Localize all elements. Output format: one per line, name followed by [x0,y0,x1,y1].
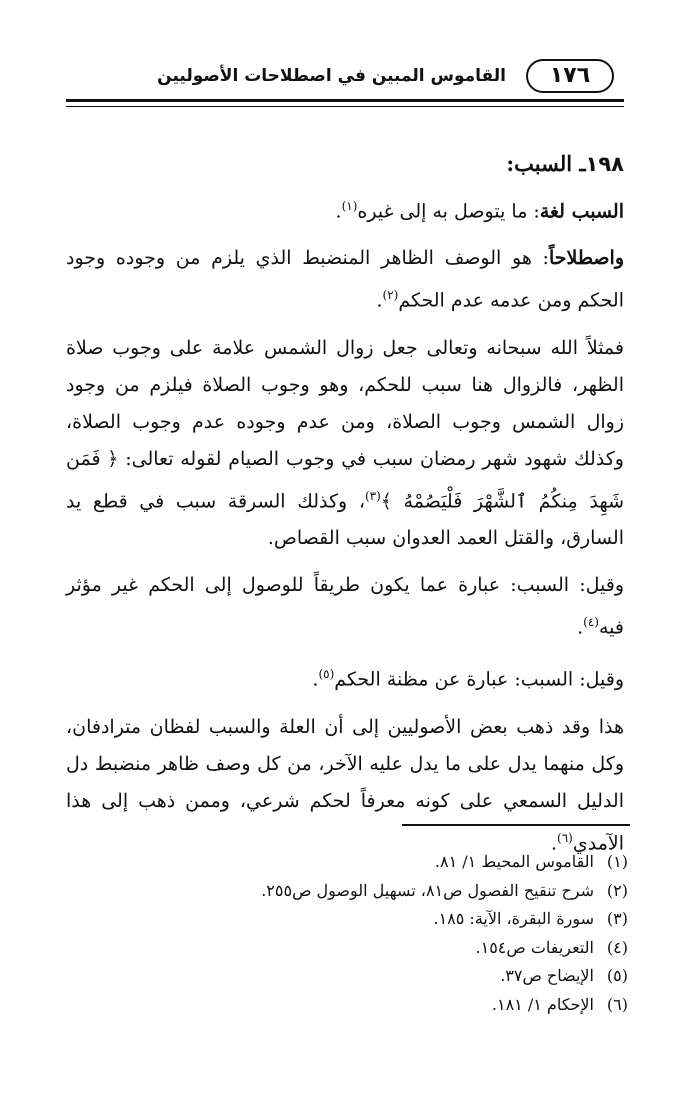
footnote-ref[interactable]: (٥) [318,667,335,682]
footnote-item [68,962,628,991]
paragraph-text: : هو الوصف الظاهر المنضبط الذي يلزم من وجوده وجود الحكم ومن عدمه عدم الحكم [66,247,624,312]
footnote-number: (٥) [606,966,628,985]
entry-separator: ـ [579,151,586,176]
footnote-item [68,905,628,934]
entry-title: السبب: [506,151,573,176]
paragraph-technical [66,240,624,319]
paragraph-tail: . [376,289,383,312]
footnote-ref[interactable]: (١) [341,199,358,213]
footnote-number: (٢) [606,880,628,900]
footnote-text: القاموس المحيط ١/ ٨١. [434,852,594,871]
entry-heading [66,148,624,180]
footnote-item [68,848,628,877]
footnote-number: (٦) [606,994,628,1014]
footnote-ref[interactable]: (٣) [364,488,381,503]
entry-number: ١٩٨ [585,152,624,176]
page-header [66,56,624,102]
paragraph-tail: . [335,200,342,223]
footnote-text: سورة البقرة، الآية: ١٨٥. [433,909,594,928]
paragraph-tail: . [577,616,584,639]
paragraph-tail: ، وكذلك السرقة سبب في قطع يد السارق، والقتل العمد العدوان سبب القصاص. [66,489,624,549]
footnote-ref[interactable]: (٢) [382,288,399,303]
footnote-text: شرح تنقيح الفصول ص٨١، تسهيل الوصول ص٢٥٥. [261,880,594,900]
footnote-number: (٤) [606,937,628,957]
footnote-item [68,991,628,1020]
paragraph-text: وقيل: السبب: عبارة عن مظنة الحكم [334,668,624,691]
footnotes [68,848,628,1019]
footnote-number: (٣) [606,909,628,928]
header-rule-thin [66,106,624,107]
paragraph-synonymy [66,709,624,862]
paragraph-lead: السبب لغة [539,200,624,223]
paragraph-text: هذا وقد ذهب بعض الأصوليين إلى أن العلة والسبب لفظان مترادفان، وكل منهما يدل على ما يدل عليه الآخر، من كل وصف ظاهر منضبط دل الدليل السمعي على كونه معرفاً لحكم شرعي، وممن ذهب إلى هذا الآمدي [66,715,624,854]
paragraph-example [66,330,624,557]
footnote-text: الإحكام ١/ ١٨١. [491,994,594,1014]
main-text [66,148,624,872]
paragraph-text: : ما يتوصل به إلى غيره [357,200,540,223]
running-title: القاموس المبين في اصطلاحات الأصوليين [157,66,506,86]
header-rule-thick [66,99,624,102]
paragraph-alt-definition-1 [66,567,624,646]
paragraph-tail: . [550,831,558,854]
paragraph-text: فمثلاً الله سبحانه وتعالى جعل زوال الشمس علامة على وجوب صلاة الظهر، فالزوال هنا سبب للحكم، وهو وجوب الصلاة فيلزم من وجود زوال الشمس وجوب الصلاة، ومن عدم وجوده عدم وجوب الصلاة، وكذلك شهود شهر رمضان سبب في وجوب الصيام لقوله تعالى: ﴿ فَمَن شَهِدَ مِنكُمُ ٱلشَّهْرَ فَلْيَصُمْهُ ﴾ [66,336,625,512]
footnote-number: (١) [606,852,628,871]
footnote-text: الإيضاح ص٣٧. [500,966,594,985]
footnote-item [68,877,628,906]
paragraph-text: وقيل: السبب: عبارة عما يكون طريقاً للوصول إلى الحكم غير مؤثر فيه [66,573,624,639]
footnote-ref[interactable]: (٦) [557,830,573,845]
footnote-ref[interactable]: (٤) [583,614,599,629]
footnote-item [68,934,628,963]
paragraph-lead: واصطلاحاً [548,247,624,270]
page-number: ١٧٦ [526,59,614,93]
footnote-separator [402,824,630,826]
footnote-text: التعريفات ص١٥٤. [475,937,594,957]
paragraph-tail: . [312,668,319,691]
paragraph-linguistic [66,188,624,230]
paragraph-alt-definition-2 [66,656,624,698]
